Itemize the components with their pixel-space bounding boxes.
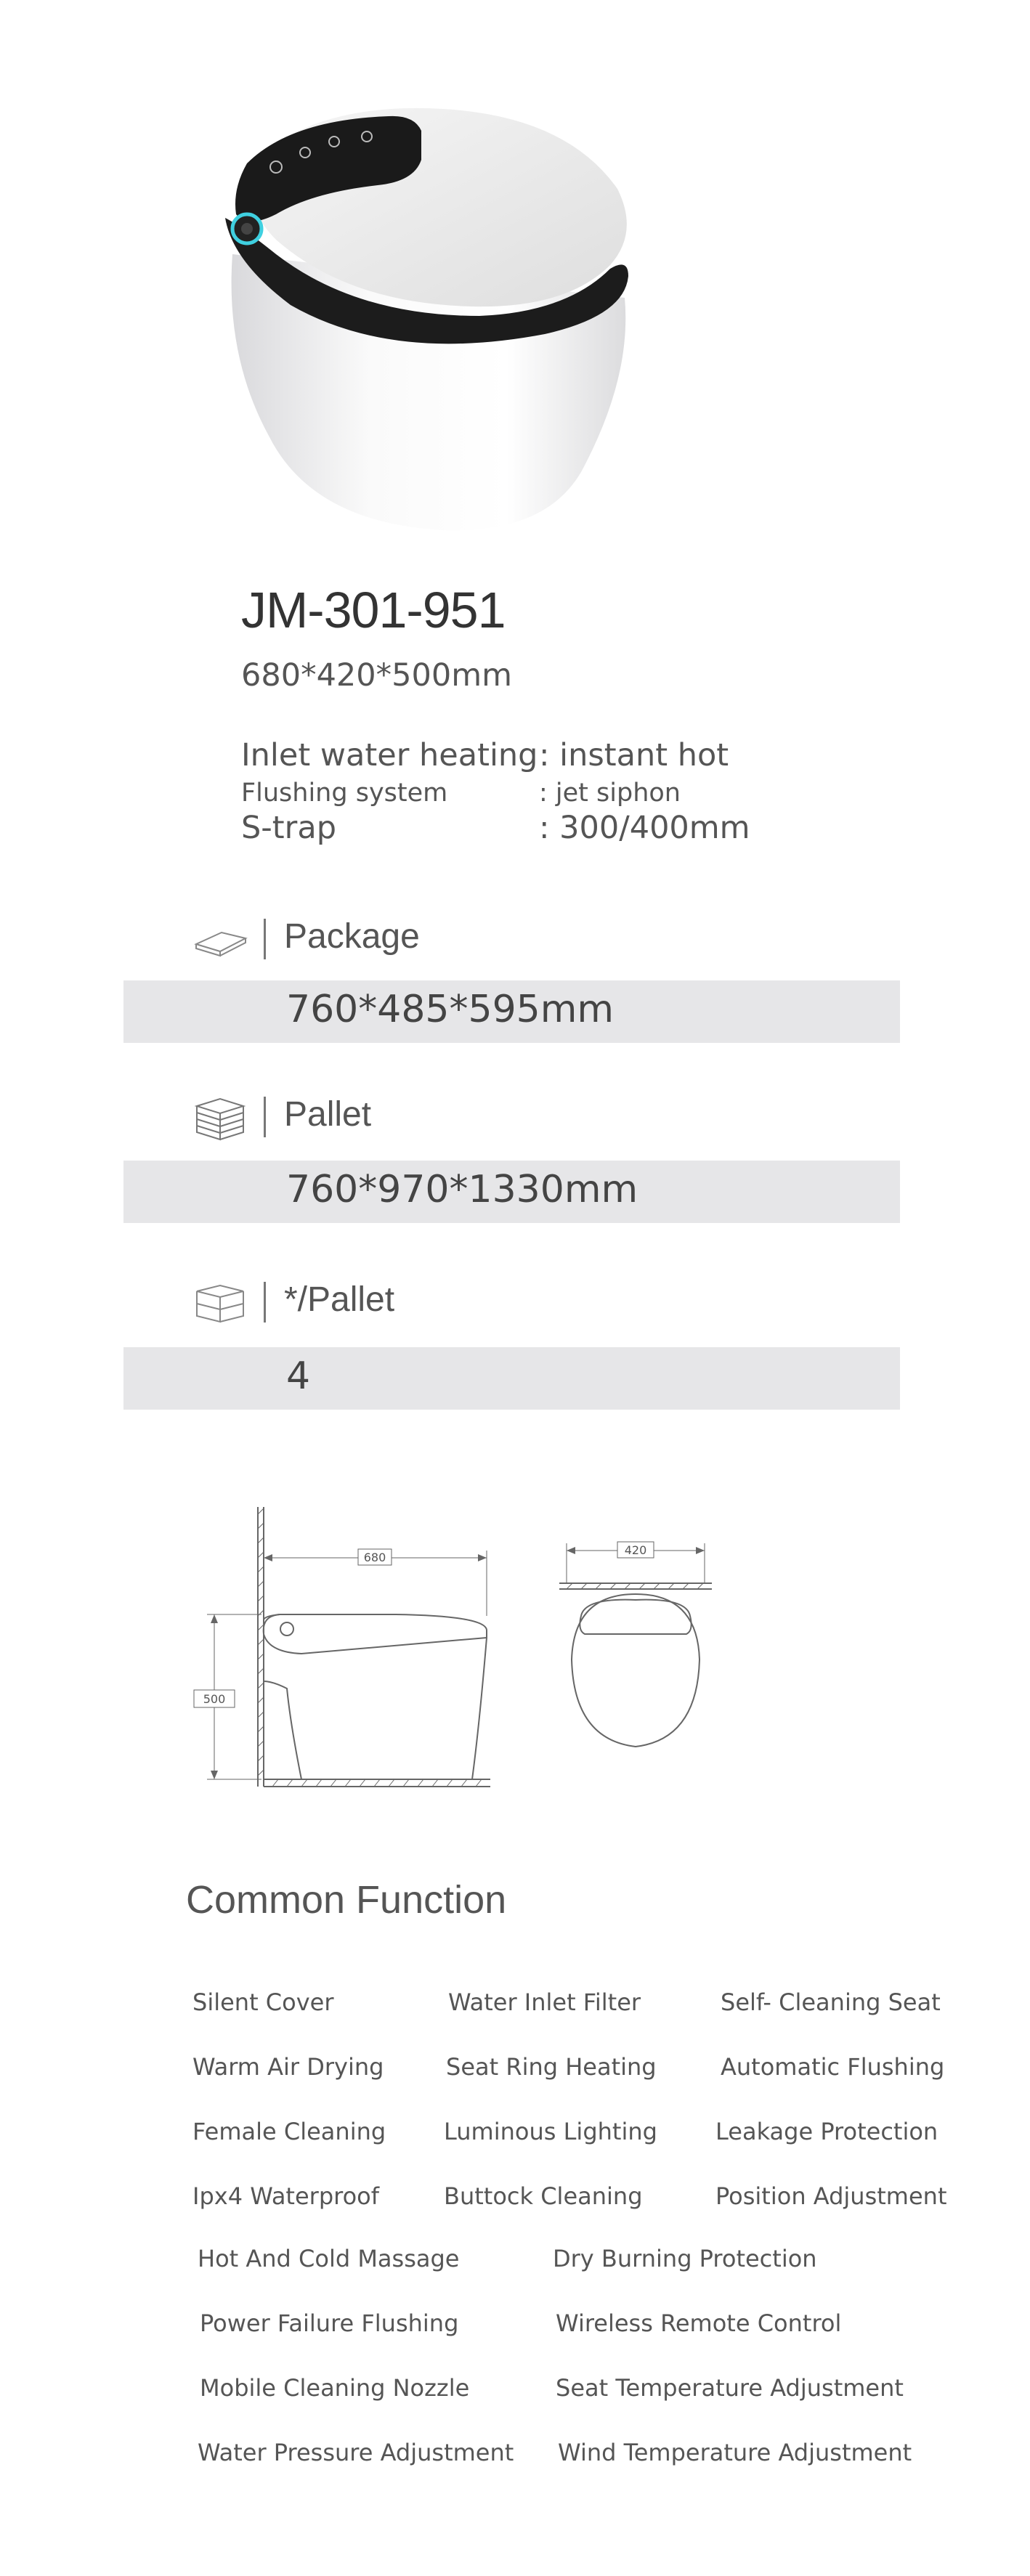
function-item: Water Inlet Filter bbox=[448, 1988, 641, 2016]
functions-title: Common Function bbox=[186, 1878, 507, 1922]
spec-value-flushing: : jet siphon bbox=[539, 779, 681, 808]
dim-top-width: 420 bbox=[624, 1543, 647, 1557]
function-item: Ipx4 Waterproof bbox=[192, 2182, 379, 2210]
function-item: Buttock Cleaning bbox=[444, 2182, 643, 2210]
product-dimensions: 680*420*500mm bbox=[241, 657, 512, 694]
technical-drawing bbox=[185, 1507, 737, 1805]
dim-side-width: 680 bbox=[363, 1551, 386, 1564]
function-item: Wireless Remote Control bbox=[556, 2309, 842, 2337]
function-item: Leakage Protection bbox=[715, 2118, 938, 2145]
function-item: Power Failure Flushing bbox=[200, 2309, 459, 2337]
function-item: Self- Cleaning Seat bbox=[721, 1988, 941, 2016]
package-value: 760*485*595mm bbox=[286, 988, 615, 1031]
function-item: Warm Air Drying bbox=[192, 2053, 384, 2081]
function-item: Seat Temperature Adjustment bbox=[556, 2374, 904, 2402]
function-item: Female Cleaning bbox=[192, 2118, 386, 2145]
per-pallet-band bbox=[123, 1347, 900, 1410]
section-divider bbox=[264, 1282, 266, 1322]
pallet-icon bbox=[192, 1280, 249, 1326]
box-icon bbox=[192, 917, 249, 963]
toilet-product-image bbox=[203, 94, 639, 545]
pallet-title: Pallet bbox=[284, 1095, 372, 1134]
spec-label-s-trap: S-trap bbox=[241, 810, 336, 846]
function-item: Automatic Flushing bbox=[721, 2053, 945, 2081]
spec-value-inlet-water: : instant hot bbox=[539, 737, 729, 773]
section-divider bbox=[264, 919, 266, 959]
function-item: Wind Temperature Adjustment bbox=[558, 2439, 912, 2466]
function-item: Luminous Lighting bbox=[444, 2118, 657, 2145]
spec-value-s-trap: : 300/400mm bbox=[539, 810, 750, 846]
function-item: Silent Cover bbox=[192, 1988, 334, 2016]
function-item: Seat Ring Heating bbox=[446, 2053, 657, 2081]
function-item: Position Adjustment bbox=[715, 2182, 947, 2210]
function-item: Dry Burning Protection bbox=[553, 2245, 817, 2272]
function-item: Mobile Cleaning Nozzle bbox=[200, 2374, 470, 2402]
per-pallet-value: 4 bbox=[286, 1354, 311, 1398]
pallet-value: 760*970*1330mm bbox=[286, 1168, 638, 1211]
package-title: Package bbox=[284, 917, 420, 956]
spec-label-inlet-water: Inlet water heating bbox=[241, 737, 538, 773]
stacked-boxes-icon bbox=[192, 1094, 249, 1141]
function-item: Hot And Cold Massage bbox=[198, 2245, 460, 2272]
spec-label-flushing: Flushing system bbox=[241, 779, 448, 808]
dim-side-height: 500 bbox=[203, 1692, 226, 1706]
model-number: JM-301-951 bbox=[241, 582, 506, 638]
per-pallet-title: */Pallet bbox=[284, 1280, 395, 1319]
function-item: Water Pressure Adjustment bbox=[198, 2439, 514, 2466]
section-divider bbox=[264, 1097, 266, 1137]
